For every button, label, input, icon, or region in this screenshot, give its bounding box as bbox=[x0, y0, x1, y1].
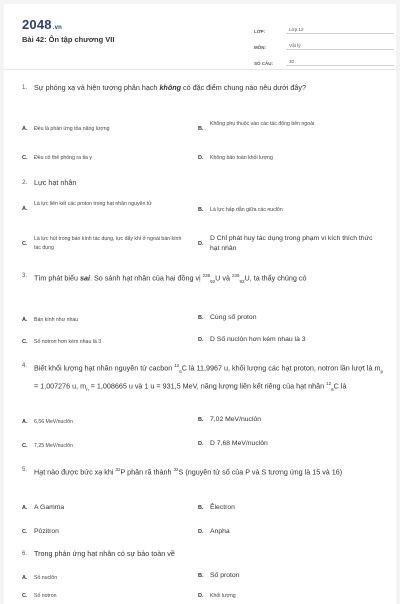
option-d[interactable]: D. Anpha bbox=[198, 528, 230, 535]
option-b[interactable]: B. Là lực hấp dẫn giữa các nuclôn bbox=[198, 207, 283, 213]
meta-label: SỐ CÂU: bbox=[254, 61, 273, 66]
question-text: Lực hạt nhân bbox=[34, 178, 77, 187]
option-a[interactable]: A. Số nuclôn bbox=[22, 575, 58, 581]
meta-row-class bbox=[254, 18, 394, 34]
option-a[interactable]: A. A Gamma bbox=[22, 504, 65, 511]
question-number: 6. bbox=[22, 551, 28, 557]
question-number: 3. bbox=[22, 273, 28, 279]
option-c[interactable]: C. 7,25 MeV/nuclôn bbox=[22, 443, 73, 449]
option-a[interactable]: A. Bán kính như nhau bbox=[22, 317, 79, 323]
question-2 bbox=[22, 177, 388, 189]
option-a[interactable]: A. Là lực liên kết các proton trong hạt nhân nguyên tử bbox=[22, 201, 152, 212]
question-text: Trong phản ứng hạt nhân có sự bảo toàn về bbox=[34, 549, 175, 558]
option-b[interactable]: B. 7,02 MeV/nuclôn bbox=[198, 416, 262, 423]
option-d[interactable]: D. Không bảo toàn khối lượng bbox=[198, 155, 273, 161]
meta-label: MÔN: bbox=[254, 45, 266, 50]
question-stem bbox=[22, 548, 388, 560]
question-stem bbox=[22, 82, 388, 94]
option-c[interactable]: C. Là lực hút trong bán kính tác dụng, lực đẩy khi ở ngoài bán kính tác dụng bbox=[22, 236, 182, 251]
site-logo: 2048.vn bbox=[22, 17, 63, 32]
option-a[interactable]: A. Đều là phản ứng tỏa năng lượng bbox=[22, 126, 110, 132]
meta-label: LỚP: bbox=[254, 29, 266, 34]
question-stem bbox=[22, 464, 388, 478]
question-text: Tìm phát biểu sai. So sánh hạt nhân của hai đồng vị $^{238}_{92}$U và $^{235}_{92}$U, ta thấy chúng có bbox=[34, 273, 307, 284]
question-3 bbox=[22, 270, 388, 288]
meta-row-count bbox=[254, 50, 394, 66]
question-number: 2. bbox=[22, 180, 28, 186]
meta-row-subject bbox=[254, 34, 394, 50]
exam-title: Bài 42: Ôn tập chương VII bbox=[22, 35, 115, 44]
option-a[interactable]: A. 6,56 MeV/nuclôn bbox=[22, 419, 73, 425]
meta-value: Vật lý bbox=[286, 43, 394, 50]
worksheet-header bbox=[4, 4, 396, 70]
option-c[interactable]: C. Số notron bbox=[22, 593, 57, 599]
option-c[interactable]: C. Pôzitron bbox=[22, 528, 59, 535]
question-stem bbox=[22, 177, 388, 189]
question-1 bbox=[22, 82, 388, 94]
question-text: Sự phóng xạ và hiện tượng phân hạch không có đặc điểm chung nào nêu dưới đây? bbox=[34, 83, 307, 92]
logo-suffix: .vn bbox=[52, 25, 63, 31]
worksheet-page bbox=[4, 4, 396, 604]
question-stem bbox=[22, 270, 388, 288]
question-5 bbox=[22, 464, 388, 478]
meta-value: 30 bbox=[286, 59, 394, 66]
question-stem bbox=[22, 360, 388, 396]
option-b[interactable]: B. Số proton bbox=[198, 572, 240, 579]
exam-meta bbox=[254, 18, 394, 66]
option-d[interactable]: D. Khối lượng bbox=[198, 593, 236, 599]
option-b[interactable]: B. Cùng số proton bbox=[198, 314, 257, 321]
option-b[interactable]: B. Không phụ thuộc vào các tác động bên ngoài bbox=[198, 121, 315, 132]
question-6 bbox=[22, 548, 388, 560]
option-d[interactable]: D. D Số nuclôn hơn kém nhau là 3 bbox=[198, 336, 306, 343]
question-number: 1. bbox=[22, 85, 28, 91]
option-d[interactable]: D. D 7,68 MeV/nuclôn bbox=[198, 440, 268, 447]
option-d[interactable]: D. D Chỉ phát huy tác dụng trong phạm vi kích thích thức hạt nhân bbox=[198, 235, 373, 252]
question-number: 5. bbox=[22, 467, 28, 473]
question-text: Hạt nào được bức xạ khi $^{32}$P phân rã thành $^{32}$S (nguyên tử số của P và S tương ứng là 15 và 16) bbox=[34, 467, 343, 477]
option-c[interactable]: C. Đều có thể phóng ra tia γ bbox=[22, 155, 92, 161]
question-4 bbox=[22, 360, 388, 396]
question-text: Biết khối lượng hạt nhân nguyên tử cacbon $^{12}_6$C là 11,9967 u, khối lượng các hạt proton, notron lần lượt là $m_p = 1,007276$ u, $m_n = 1,008665$ u và 1 u = 931,5 MeV, năng lượng liên kết riêng của hạt nhân $^{12}_6$C là bbox=[34, 363, 383, 392]
meta-value: Lớp 12 bbox=[286, 27, 394, 34]
option-c[interactable]: C. Số notron hơn kém nhau là 3 bbox=[22, 339, 102, 345]
question-number: 4. bbox=[22, 363, 28, 369]
option-b[interactable]: B. Êlectron bbox=[198, 504, 235, 511]
